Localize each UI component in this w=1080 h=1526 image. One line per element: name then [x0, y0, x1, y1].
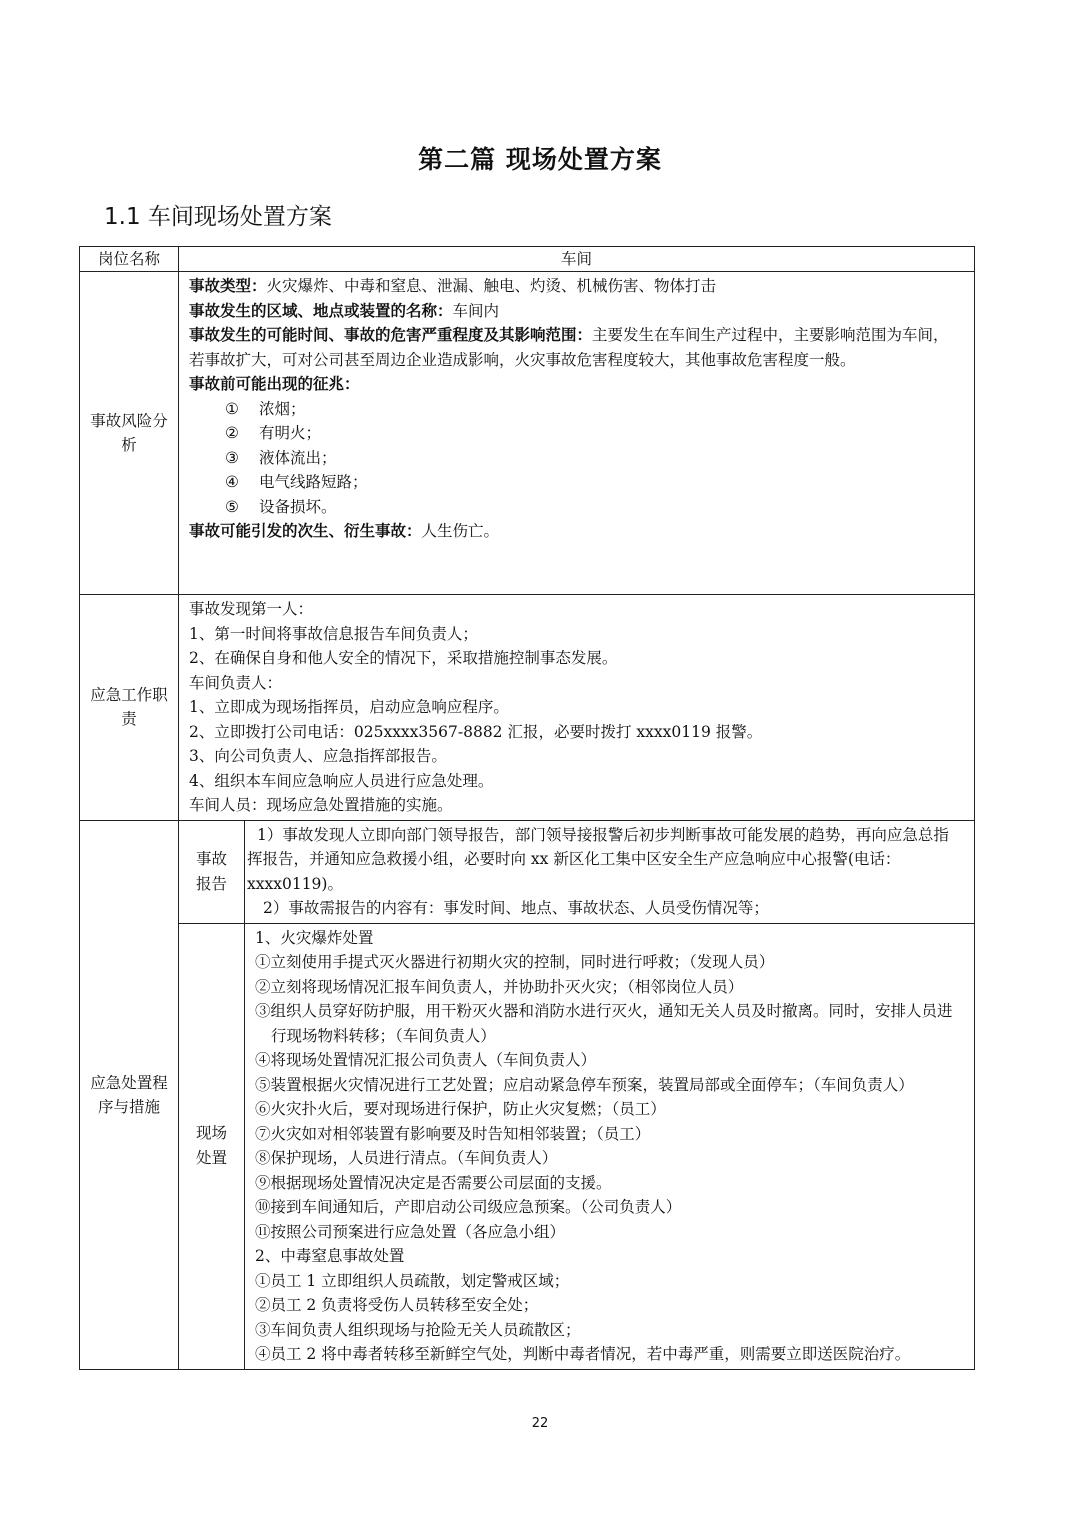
duty-label-text: 应急工作职责 [90, 686, 168, 729]
header-label: 岗位名称 [80, 247, 179, 272]
duty-line: 3、向公司负责人、应急指挥部报告。 [189, 747, 447, 765]
risk-row [80, 272, 975, 595]
duty-line: 事故发现第一人： [189, 600, 314, 618]
duty-line: 1、第一时间将事故信息报告车间负责人； [189, 624, 478, 643]
header-value: 车间 [179, 247, 975, 272]
onsite-line: ③车间负责人组织现场与抢险无关人员疏散区； [255, 1320, 581, 1339]
onsite-line: ⑩接到车间通知后，产即启动公司级应急预案。（公司负责人） [255, 1198, 682, 1216]
onsite-line: ④员工 2 将中毒者转移至新鲜空气处，判断中毒者情况，若中毒严重，则需要立即送医院治疗。 [255, 1345, 911, 1363]
duty-line: 2、立即拨打公司电话：025xxxx3567-8882 汇报，必要时拨打 xxxx0119 报警。 [189, 722, 763, 741]
risk-label-text: 事故风险分析 [90, 412, 168, 454]
onsite-line: 1、火灾爆炸处置 [255, 928, 374, 947]
plan-table [79, 246, 975, 1370]
secondary-value: 人生伤亡。 [421, 522, 500, 540]
sign-item: ⑤ 设备损坏。 [225, 497, 337, 516]
sign-item: ③ 液体流出； [225, 448, 337, 467]
onsite-line: ⑪按照公司预案进行应急处置（各应急小组） [255, 1222, 566, 1241]
onsite-line: ②员工 2 负责将受伤人员转移至安全处； [255, 1296, 539, 1314]
duty-row [80, 595, 975, 821]
duty-line: 4、组织本车间应急响应人员进行应急处理。 [189, 771, 494, 790]
scope-value: 主要发生在车间生产过程中，主要影响范围为车间，若事故扩大，可对公司甚至周边企业造成影响，火灾事故危害程度较大，其他事故危害程度一般。 [189, 326, 949, 369]
duty-line: 1、立即成为现场指挥员，启动应急响应程序。 [189, 698, 509, 716]
onsite-line: ①员工 1 立即组织人员疏散，划定警戒区域； [255, 1271, 570, 1290]
onsite-line: ①立刻使用手提式灭火器进行初期火灾的控制，同时进行呼救；（发现人员） [255, 953, 775, 971]
onsite-line: ⑨根据现场处置情况决定是否需要公司层面的支援。 [255, 1173, 612, 1192]
report-content [245, 820, 975, 923]
duty-line: 2、在确保自身和他人安全的情况下，采取措施控制事态发展。 [189, 649, 618, 667]
sign-item: ① 浓烟； [225, 399, 306, 418]
type-label: 事故类型： [189, 276, 267, 295]
scope-label: 事故发生的可能时间、事故的危害严重程度及其影响范围： [189, 325, 593, 344]
secondary-label: 事故可能引发的次生、衍生事故： [189, 521, 422, 540]
onsite-line: 2、中毒窒息事故处置 [255, 1247, 405, 1265]
duty-label [80, 595, 179, 821]
report-label-text: 事故报告 [195, 849, 227, 893]
area-value: 车间内 [452, 301, 500, 320]
duty-line: 车间负责人： [189, 673, 283, 692]
onsite-line: ②立刻将现场情况汇报车间负责人，并协助扑灭火灾；（相邻岗位人员） [255, 977, 744, 996]
procedure-label-text: 应急处置程序与措施 [90, 1073, 168, 1116]
onsite-line: ④将现场处置情况汇报公司负责人（车间负责人） [255, 1051, 597, 1069]
area-label: 事故发生的区域、地点或装置的名称： [189, 300, 453, 320]
header-row [80, 247, 975, 272]
onsite-line: ⑦火灾如对相邻装置有影响要及时告知相邻装置；（员工） [255, 1124, 651, 1143]
signs-label: 事故前可能出现的征兆： [189, 374, 360, 393]
section-heading: 1.1 车间现场处置方案 [104, 204, 332, 230]
onsite-line: ⑧保护现场，人员进行清点。（车间负责人） [255, 1149, 558, 1167]
report-p2: 2）事故需报告的内容有：事发时间、地点、事故状态、人员受伤情况等； [263, 899, 769, 917]
duty-content [179, 595, 975, 821]
page-title: 第二篇 现场处置方案 [418, 145, 662, 174]
procedure-label [80, 820, 179, 1369]
onsite-content [245, 923, 975, 1369]
report-label [179, 820, 245, 923]
page-number: 22 [531, 1416, 549, 1431]
onsite-label-text: 现场处置 [195, 1124, 227, 1167]
duty-line: 车间人员：现场应急处置措施的实施。 [189, 796, 453, 814]
report-p1: 1）事故发现人立即向部门领导报告，部门领导接报警后初步判断事故可能发展的趋势，再向应急总指挥报告，并通知应急救援小组，必要时向 xx 新区化工集中区安全生产应急响应中心报警(电话：xxxx0119)。 [247, 825, 949, 893]
onsite-line: ⑤装置根据火灾情况进行工艺处置；应启动紧急停车预案，装置局部或全面停车；（车间负责人） [255, 1075, 914, 1094]
type-value: 火灾爆炸、中毒和窒息、泄漏、触电、灼烫、机械伤害、物体打击 [266, 277, 717, 295]
onsite-line: ⑥火灾扑火后，要对现场进行保护，防止火灾复燃；（员工） [255, 1100, 666, 1118]
onsite-label [179, 923, 245, 1369]
risk-content [179, 272, 975, 595]
sign-item: ② 有明火； [225, 424, 322, 442]
risk-label [80, 272, 179, 595]
report-row [80, 820, 975, 923]
onsite-row [80, 923, 975, 1369]
onsite-line: ③组织人员穿好防护服，用干粉灭火器和消防水进行灭火，通知无关人员及时撤离。同时，安排人员进行现场物料转移；（车间负责人） [255, 1002, 953, 1045]
sign-item: ④ 电气线路短路； [225, 473, 368, 491]
